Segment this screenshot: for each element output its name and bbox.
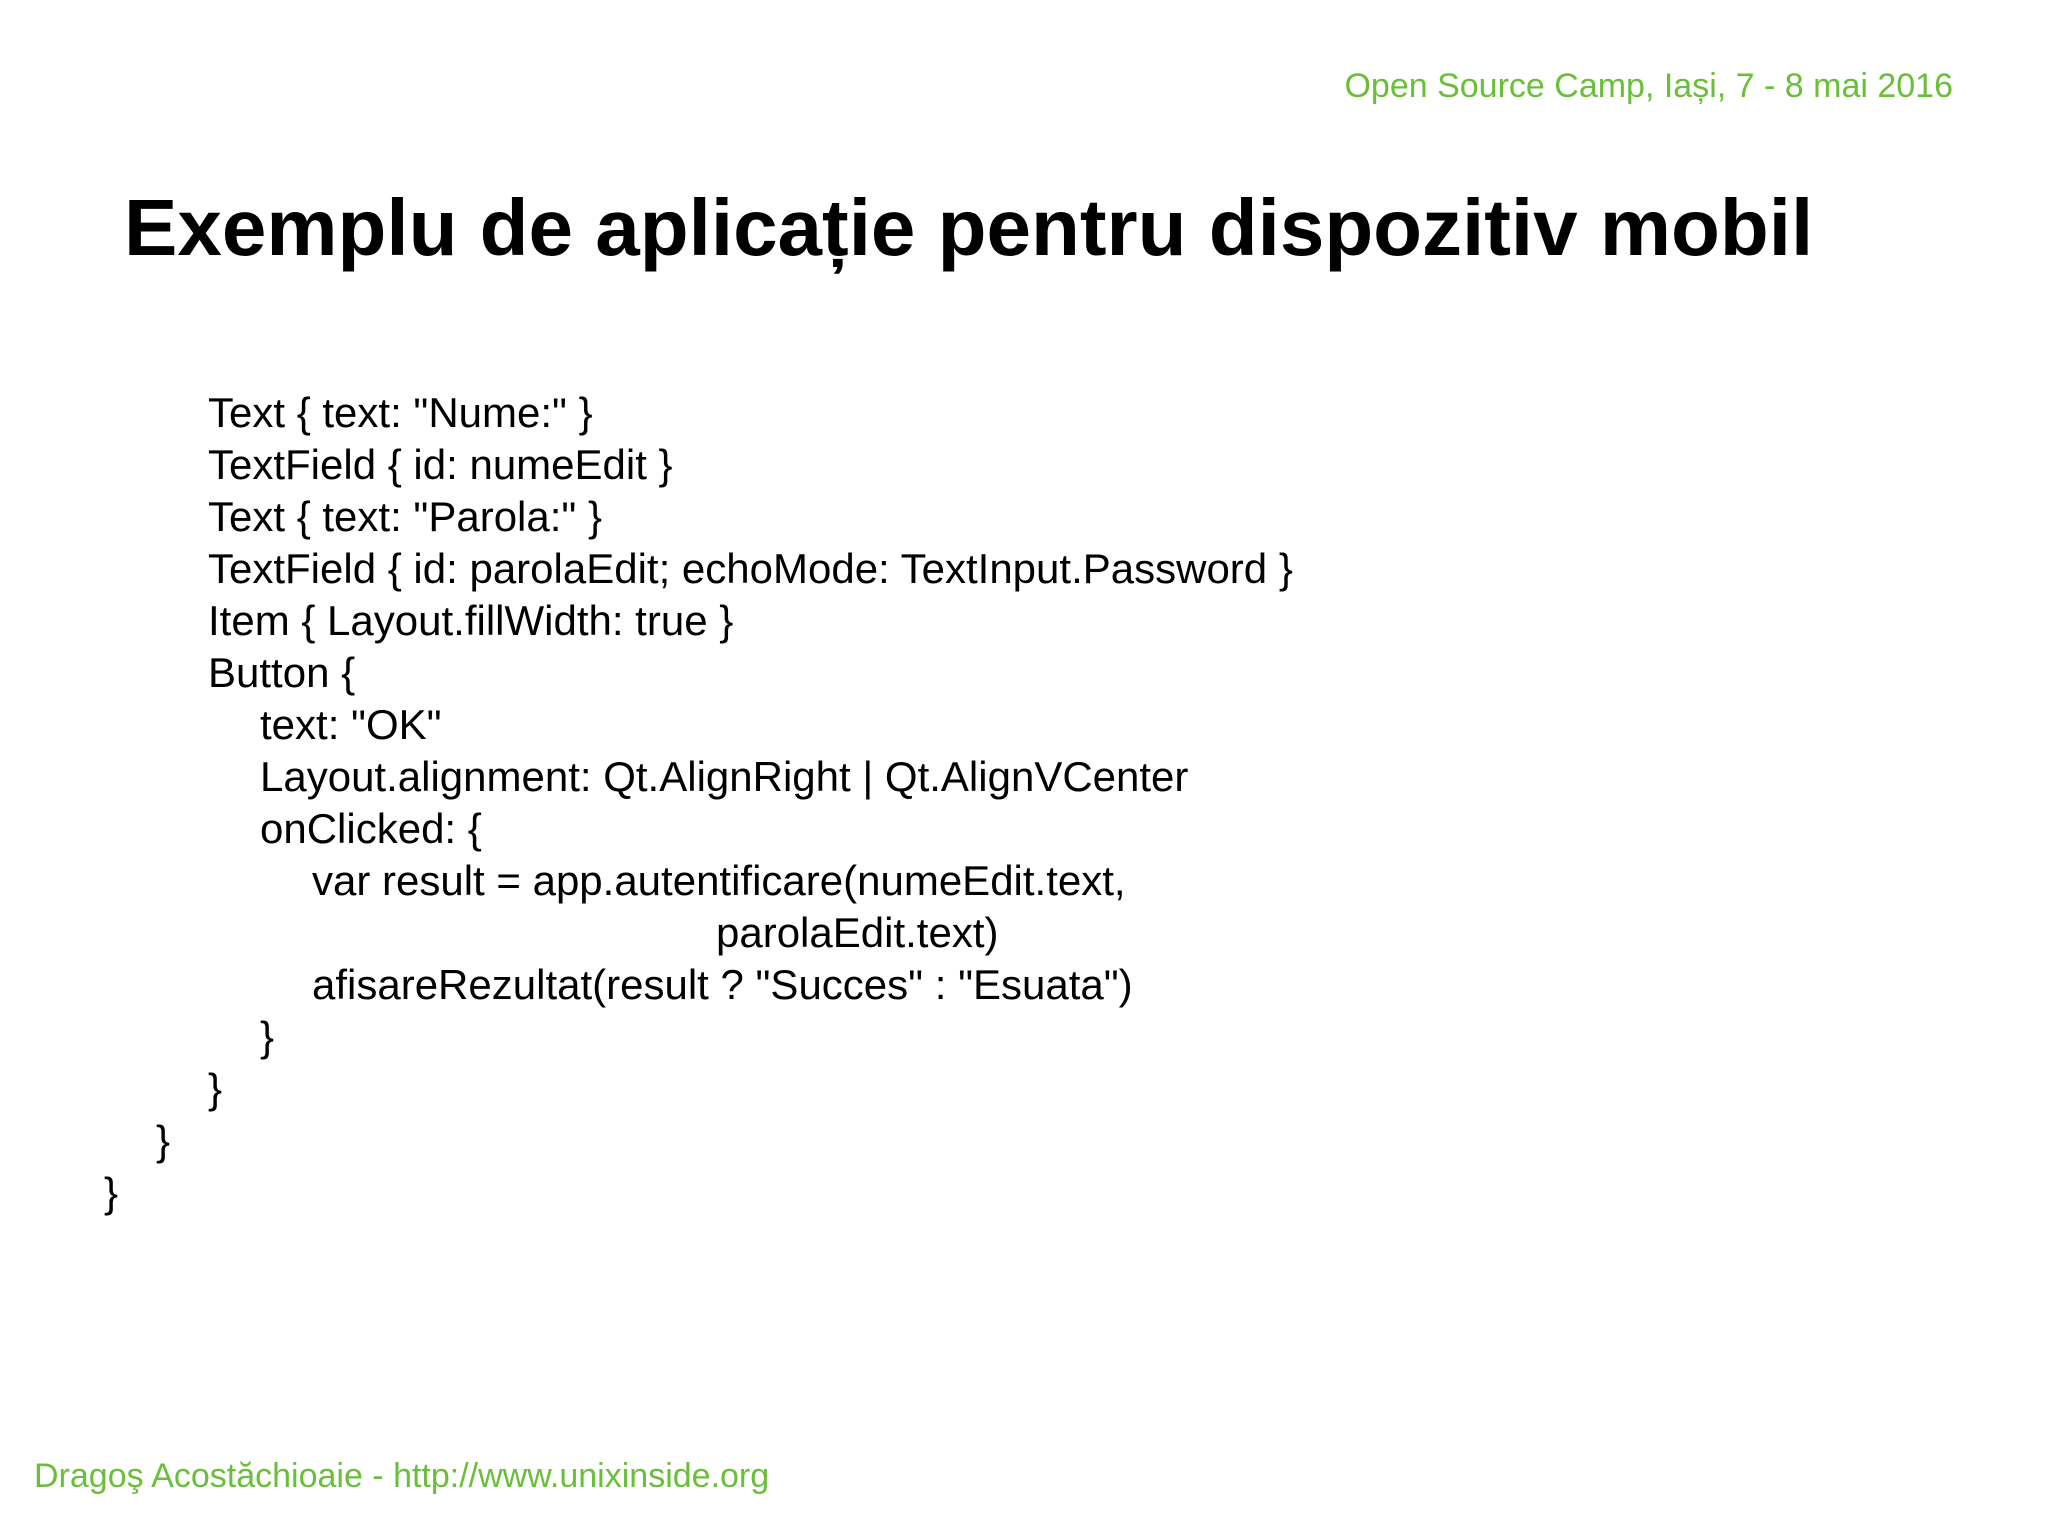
code-line: text: "OK" — [260, 701, 442, 748]
code-line: parolaEdit.text) — [716, 909, 999, 956]
code-line: } — [208, 1065, 223, 1112]
code-line: var result = app.autentificare(numeEdit.text, — [312, 857, 1126, 904]
code-line: TextField { id: numeEdit } — [208, 441, 673, 488]
code-line: Text { text: "Nume:" } — [208, 389, 593, 436]
author-footer: Dragoş Acostăchioaie - http://www.unixinside.org — [34, 1457, 770, 1495]
code-block — [104, 387, 1704, 1247]
code-line: onClicked: { — [260, 805, 482, 852]
code-line: } — [156, 1117, 171, 1164]
code-line: } — [104, 1169, 119, 1216]
code-line: Text { text: "Parola:" } — [208, 493, 603, 540]
code-line: afisareRezultat(result ? "Succes" : "Esuata") — [312, 961, 1133, 1008]
code-line: Item { Layout.fillWidth: true } — [208, 597, 734, 644]
code-line: Layout.alignment: Qt.AlignRight | Qt.AlignVCenter — [260, 753, 1189, 800]
code-line: Button { — [208, 649, 356, 696]
code-line: TextField { id: parolaEdit; echoMode: TextInput.Password } — [208, 545, 1293, 592]
slide-title: Exemplu de aplicație pentru dispozitiv mobil — [124, 183, 1814, 272]
event-header: Open Source Camp, Iași, 7 - 8 mai 2016 — [1344, 67, 1953, 105]
code-line: } — [260, 1013, 275, 1060]
